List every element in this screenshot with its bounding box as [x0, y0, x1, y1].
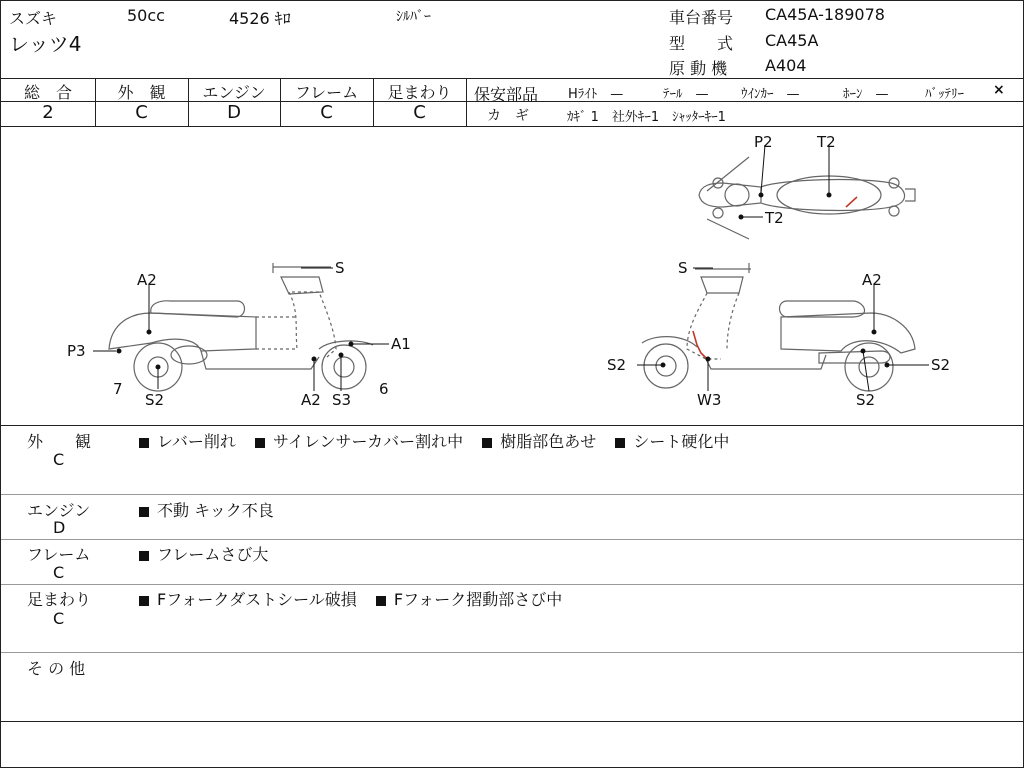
label-right-s2-front: S2	[607, 356, 627, 374]
damage-diagram	[1, 127, 1023, 425]
divider	[1, 494, 1023, 495]
grade-label-exterior: 外 観	[117, 83, 166, 102]
grade-label-overall: 総 合	[23, 83, 72, 102]
remark-label-engine: エンジン	[27, 501, 91, 520]
label-left-s3: S3	[332, 391, 352, 409]
engine-model-label: 原 動 機	[669, 59, 728, 78]
remark-grade-exterior: C	[53, 450, 65, 469]
safety-horn: ﾎｰﾝ —	[843, 87, 889, 102]
grade-label-suspension: 足まわり	[387, 83, 452, 102]
battery-missing-mark: ×	[993, 82, 1005, 98]
remark-item: フレームさび大	[157, 545, 269, 564]
bullet-icon	[139, 438, 149, 448]
label-right-a2: A2	[862, 271, 882, 289]
safety-winker: ｳｲﾝｶｰ —	[741, 87, 800, 102]
label-left-p3: P3	[67, 342, 86, 360]
remark-item: シート硬化中	[633, 432, 730, 451]
divider	[1, 721, 1023, 722]
model-type-label: 型 式	[669, 34, 734, 53]
label-left-7: 7	[113, 380, 123, 398]
safety-parts-label: 保安部品	[474, 85, 539, 104]
remark-items-suspension	[139, 587, 576, 610]
label-left-a1: A1	[391, 335, 411, 353]
scooter-top-view	[699, 157, 915, 239]
maker: スズキ	[9, 9, 58, 28]
color: ｼﾙﾊﾞｰ	[396, 9, 431, 25]
frame-number-label: 車台番号	[669, 8, 734, 27]
remark-grade-suspension: C	[53, 609, 65, 628]
remark-grade-frame: C	[53, 563, 65, 582]
bullet-icon	[139, 596, 149, 606]
remark-label-other: そ の 他	[27, 659, 86, 678]
label-left-s: S	[335, 259, 345, 277]
key-label: カ ギ	[487, 108, 529, 124]
remark-items-engine	[139, 498, 288, 521]
label-top-t2-seat: T2	[817, 133, 836, 151]
remark-items-exterior	[139, 429, 743, 452]
remark-label-frame: フレーム	[27, 545, 91, 564]
remark-item: サイレンサーカバー割れ中	[272, 432, 464, 451]
remark-items-frame	[139, 542, 282, 565]
grade-value-overall: 2	[42, 102, 54, 123]
grade-value-suspension: C	[413, 102, 426, 123]
label-right-w3: W3	[697, 391, 722, 409]
divider	[1, 584, 1023, 585]
bullet-icon	[139, 551, 149, 561]
remark-grade-engine: D	[53, 518, 66, 537]
label-left-6: 6	[379, 380, 389, 398]
bullet-icon	[482, 438, 492, 448]
bullet-icon	[615, 438, 625, 448]
frame-number-value: CA45A-189078	[765, 5, 885, 24]
bullet-icon	[139, 507, 149, 517]
remark-label-exterior: 外 観	[27, 432, 92, 451]
grade-label-frame: フレーム	[294, 83, 359, 102]
mileage: 4526 ｷﾛ	[229, 9, 291, 28]
remark-item: Fフォーク摺動部さび中	[393, 590, 563, 609]
label-left-s2: S2	[145, 391, 165, 409]
label-right-s2-rear: S2	[856, 391, 876, 409]
safety-headlight: Hﾗｲﾄ —	[568, 87, 624, 102]
grade-value-exterior: C	[135, 102, 148, 123]
label-right-s: S	[678, 259, 688, 277]
remark-label-suspension: 足まわり	[27, 590, 92, 609]
model-type-value: CA45A	[765, 31, 819, 50]
remark-item: レバー削れ	[157, 432, 236, 451]
safety-battery: ﾊﾞｯﾃﾘｰ	[925, 87, 964, 102]
grade-value-engine: D	[227, 102, 241, 123]
remark-item: Fフォークダストシール破損	[157, 590, 357, 609]
grade-value-frame: C	[320, 102, 333, 123]
label-top-p2: P2	[754, 133, 773, 151]
label-right-s2-muffler: S2	[931, 356, 951, 374]
model-name: レッツ4	[9, 32, 82, 56]
divider	[466, 78, 467, 126]
safety-taillight: ﾃｰﾙ —	[663, 87, 709, 102]
bullet-icon	[376, 596, 386, 606]
grade-label-engine: エンジン	[202, 83, 266, 102]
label-top-t2-handle: T2	[765, 209, 784, 227]
divider	[1, 539, 1023, 540]
remark-item: 樹脂部色あせ	[500, 432, 597, 451]
bullet-icon	[255, 438, 265, 448]
engine-model-value: A404	[765, 56, 807, 75]
diagram-labels	[67, 133, 950, 409]
remark-item: 不動 キック不良	[157, 501, 274, 520]
key-value: ｶｷﾞ 1 社外ｷｰ1 ｼｬｯﾀｰｷｰ1	[567, 110, 726, 125]
divider	[1, 652, 1023, 653]
label-left-a2-seat: A2	[137, 271, 157, 289]
displacement: 50cc	[127, 6, 165, 25]
label-left-a2-floor: A2	[301, 391, 321, 409]
divider	[1, 425, 1023, 426]
divider	[1, 78, 1023, 79]
